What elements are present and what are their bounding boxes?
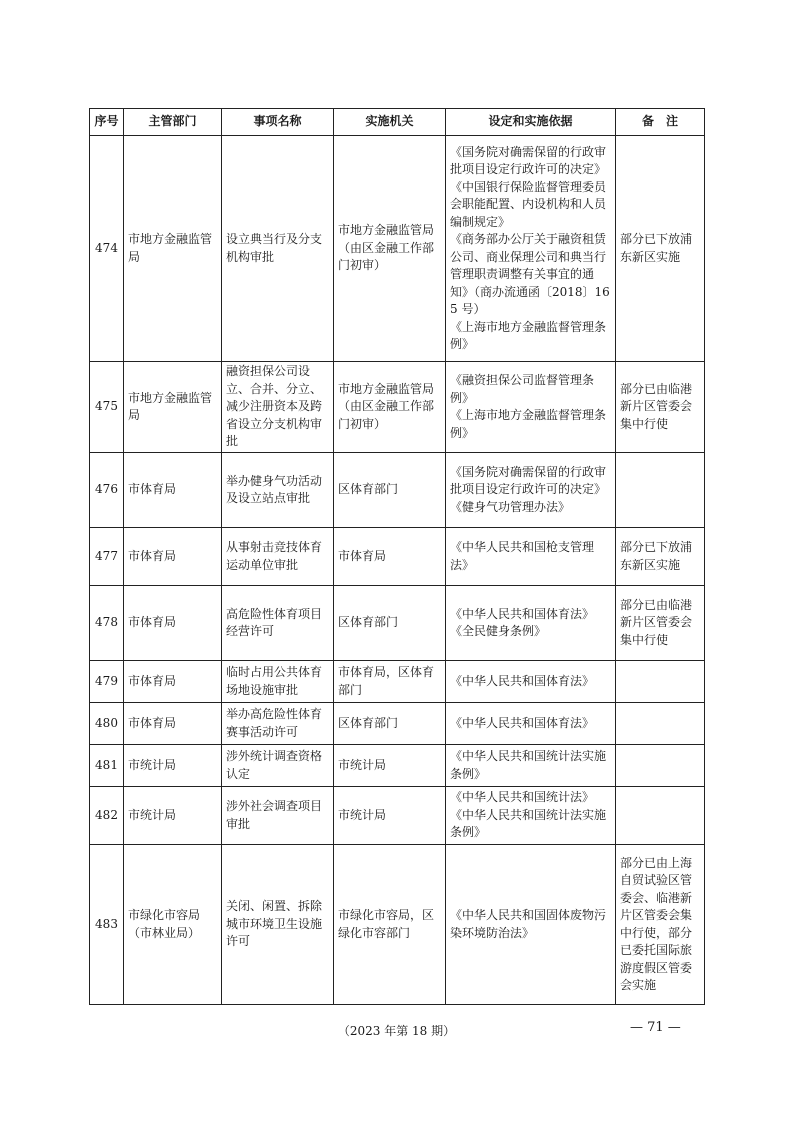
row-basis: 《中华人民共和国固体废物污染环境防治法》 — [446, 845, 616, 1005]
header-agency: 实施机关 — [334, 109, 446, 136]
row-item: 设立典当行及分支机构审批 — [222, 136, 334, 362]
row-note — [616, 787, 705, 845]
row-number: 483 — [90, 845, 124, 1005]
row-basis: 《中华人民共和国枪支管理法》 — [446, 528, 616, 586]
header-no: 序号 — [90, 109, 124, 136]
row-number: 478 — [90, 586, 124, 661]
row-item: 举办高危险性体育赛事活动许可 — [222, 703, 334, 745]
row-dept: 市体育局 — [124, 528, 222, 586]
row-dept: 市体育局 — [124, 661, 222, 703]
header-item: 事项名称 — [222, 109, 334, 136]
row-item: 关闭、闲置、拆除城市环境卫生设施许可 — [222, 845, 334, 1005]
row-agency: 市统计局 — [334, 787, 446, 845]
header-dept: 主管部门 — [124, 109, 222, 136]
table-row — [90, 528, 705, 586]
row-agency: 市地方金融监管局（由区金融工作部门初审） — [334, 362, 446, 453]
row-note: 部分已下放浦东新区实施 — [616, 136, 705, 362]
row-number: 481 — [90, 745, 124, 787]
row-agency: 区体育部门 — [334, 586, 446, 661]
table-header-row — [90, 109, 705, 136]
row-dept: 市绿化市容局（市林业局） — [124, 845, 222, 1005]
row-dept: 市地方金融监管局 — [124, 362, 222, 453]
row-number: 475 — [90, 362, 124, 453]
row-basis: 《中华人民共和国统计法》 《中华人民共和国统计法实施条例》 — [446, 787, 616, 845]
row-note: 部分已由临港新片区管委会集中行使 — [616, 586, 705, 661]
row-basis: 《中华人民共和国体育法》 《全民健身条例》 — [446, 586, 616, 661]
row-dept: 市体育局 — [124, 586, 222, 661]
row-item: 高危险性体育项目经营许可 — [222, 586, 334, 661]
row-note: 部分已由上海自贸试验区管委会、临港新片区管委会集中行使，部分已委托国际旅游度假区管委会实施 — [616, 845, 705, 1005]
table-row — [90, 745, 705, 787]
row-basis: 《国务院对确需保留的行政审批项目设定行政许可的决定》 《健身气功管理办法》 — [446, 453, 616, 528]
row-item: 涉外统计调查资格认定 — [222, 745, 334, 787]
row-item: 临时占用公共体育场地设施审批 — [222, 661, 334, 703]
row-note — [616, 453, 705, 528]
row-dept: 市体育局 — [124, 703, 222, 745]
row-item: 举办健身气功活动及设立站点审批 — [222, 453, 334, 528]
issue-label: （2023 年第 18 期） — [337, 1024, 456, 1038]
row-note — [616, 703, 705, 745]
row-dept: 市统计局 — [124, 787, 222, 845]
permit-table — [89, 108, 705, 1005]
table-row — [90, 661, 705, 703]
row-agency: 市体育局，区体育部门 — [334, 661, 446, 703]
row-number: 482 — [90, 787, 124, 845]
row-basis: 《国务院对确需保留的行政审批项目设定行政许可的决定》 《中国银行保险监督管理委员会职能配置、内设机构和人员编制规定》 《商务部办公厅关于融资租赁公司、商业保理公司和典当行管理职责调整有关事宜的通知》（商办流通函〔2018〕165 号） 《上海市地方金融监督管理条例》 — [446, 136, 616, 362]
row-basis: 《中华人民共和国体育法》 — [446, 703, 616, 745]
row-number: 474 — [90, 136, 124, 362]
header-basis: 设定和实施依据 — [446, 109, 616, 136]
row-dept: 市统计局 — [124, 745, 222, 787]
table-row — [90, 845, 705, 1005]
row-dept: 市地方金融监管局 — [124, 136, 222, 362]
row-item: 涉外社会调查项目审批 — [222, 787, 334, 845]
row-number: 479 — [90, 661, 124, 703]
row-basis: 《中华人民共和国统计法实施条例》 — [446, 745, 616, 787]
row-number: 480 — [90, 703, 124, 745]
page-number: — 71 — — [630, 1020, 681, 1035]
table-row — [90, 136, 705, 362]
row-item: 从事射击竞技体育运动单位审批 — [222, 528, 334, 586]
table-row — [90, 362, 705, 453]
row-note: 部分已下放浦东新区实施 — [616, 528, 705, 586]
table-row — [90, 453, 705, 528]
table-row — [90, 586, 705, 661]
row-note — [616, 661, 705, 703]
row-agency: 区体育部门 — [334, 453, 446, 528]
row-note — [616, 745, 705, 787]
row-item: 融资担保公司设立、合并、分立、减少注册资本及跨省设立分支机构审批 — [222, 362, 334, 453]
row-note: 部分已由临港新片区管委会集中行使 — [616, 362, 705, 453]
header-note: 备 注 — [616, 109, 705, 136]
row-number: 477 — [90, 528, 124, 586]
row-agency: 市体育局 — [334, 528, 446, 586]
row-basis: 《融资担保公司监督管理条例》 《上海市地方金融监督管理条例》 — [446, 362, 616, 453]
row-agency: 区体育部门 — [334, 703, 446, 745]
row-number: 476 — [90, 453, 124, 528]
table-row — [90, 787, 705, 845]
table-row — [90, 703, 705, 745]
row-basis: 《中华人民共和国体育法》 — [446, 661, 616, 703]
row-dept: 市体育局 — [124, 453, 222, 528]
row-agency: 市绿化市容局，区绿化市容部门 — [334, 845, 446, 1005]
row-agency: 市统计局 — [334, 745, 446, 787]
row-agency: 市地方金融监管局（由区金融工作部门初审） — [334, 136, 446, 362]
